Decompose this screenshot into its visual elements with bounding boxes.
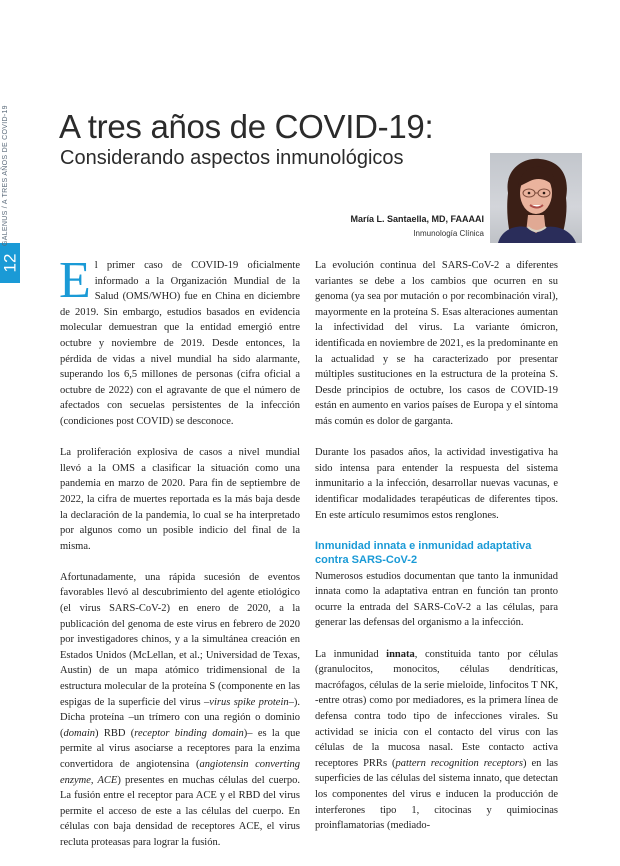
drop-cap: E xyxy=(59,252,91,309)
intro-paragraph: El primer caso de COVID-19 oficialmente informado a la Organización Mundial de la Salud (OMS/WHO) fue en China en diciembre de 2019. Sin embargo, estudios basados en evidencia molecular demuestran que la entidad emergió entre octubre y noviembre de 2019. Desde entonces, la pérdida de vidas a nivel mundial ha sido alarmante, superando los 6,5 millones de personas (cifra oficial a octubre de 2022) con el agravante de que el número de afectados con secuelas persistentes de la infección (condiciones post COVID) se desconoce. xyxy=(59,252,300,427)
page-number: 12 xyxy=(0,253,19,273)
section-heading: Inmunidad innata e inmunidad adaptativa contra SARS-CoV-2 xyxy=(315,539,532,566)
left-column xyxy=(59,252,300,866)
running-head: GALENUS / A TRES AÑOS DE COVID-19 xyxy=(2,105,9,246)
author-affiliation: Inmunología Clínica xyxy=(413,229,484,238)
author-portrait-icon xyxy=(490,153,582,243)
right-column xyxy=(315,258,558,849)
author-name: María L. Santaella, MD, FAAAAI xyxy=(350,214,484,224)
paragraph-immunity: Numerosos estudios documentan que tanto la inmunidad innata como la adaptativa entran en función tan pronto ocurre la entrada del SARS-CoV-2 a las células, para generar las defensas del organismo a la infección. xyxy=(315,570,558,629)
paragraph-discovery: Afortunadamente, una rápida sucesión de eventos favorables llevó al descubrimiento del agente etiológico (el virus SARS-CoV-2) en enero de 2020, a la publicación del genoma de este virus en febrero de 2020 por investigadores chinos, y a la simultánea creación en Estados Unidos (McLellan, et al.; Universidad de Texas, Austin) de un mapa atómico tridimensional de la estructura molecular de la proteína S (componente en las espigas de la superficie del virus –virus spike protein–). Dicha proteína –un trímero con una región o dominio (domain) RBD (receptor binding domain)– es la que permite al virus asociarse a receptores para la enzima convertidora de angiotensina (angiotensin converting enzyme, ACE) presentes en muchas células del cuerpo. La fusión entre el receptor para ACE y el RBD del virus permite el acceso de este a las células del cuerpo. En células con baja densidad de receptores ACE, el virus recluta proteasas para lograr la fusión. xyxy=(60,571,300,848)
paragraph-variants: La evolución continua del SARS-CoV-2 a diferentes variantes se debe a los cambios que ocurren en su genoma (ya sea por mutación o por recombinación viral), mayormente en la proteína S. Esas alteraciones aumentan la infectividad del virus. La variante ómicron, identificada en noviembre de 2021, es la predominante en la actualidad y se ha caracterizado por presentar múltiples sustituciones en la estructura de la proteína S. Desde principios de octubre, los casos de COVID-19 están en aumento en varios países de Europa y el síntoma más común es dolor de garganta. xyxy=(315,260,558,427)
paragraph-research: Durante los pasados años, la actividad investigativa ha sido intensa para entender la respuesta del sistema inmunitario a la infección, desarrollar nuevas vacunas, e identificar modalidades terapéuticas de diferentes tipos. En este artículo resumimos estos renglones. xyxy=(315,447,558,521)
paragraph-pandemic: La proliferación explosiva de casos a nivel mundial llevó a la OMS a clasificar la situación como una pandemia en marzo de 2020. Para fin de septiembre de 2022, la cifra de muertes reportada es la más baja desde la declaración de la pandemia, lo cual se ha interpretado por algunos como un posible indicio del final de la misma. xyxy=(60,447,300,552)
article-title: A tres años de COVID-19: xyxy=(59,108,434,145)
article-subtitle: Considerando aspectos inmunológicos xyxy=(60,147,404,169)
paragraph-innate: La inmunidad innata, constituida tanto por células (granulocitos, monocitos, células dendríticas, macrófagos, células de la serie mieloide, linfocitos T NK, -entre otras) como por mediadores, es la primera línea de defensa contra todo tipo de infecciones virales. Su actividad se inicia con el contacto del virus con las células de la mucosa nasal. Este contacto activa receptores PRRs (pattern recognition receptors) en las superficies de las células del sistema innato, que detectan los componentes del virus e inducen la producción de interferones tipo 1, citocinas y quimiocinas proinflamatorias (mediado- xyxy=(315,648,558,832)
